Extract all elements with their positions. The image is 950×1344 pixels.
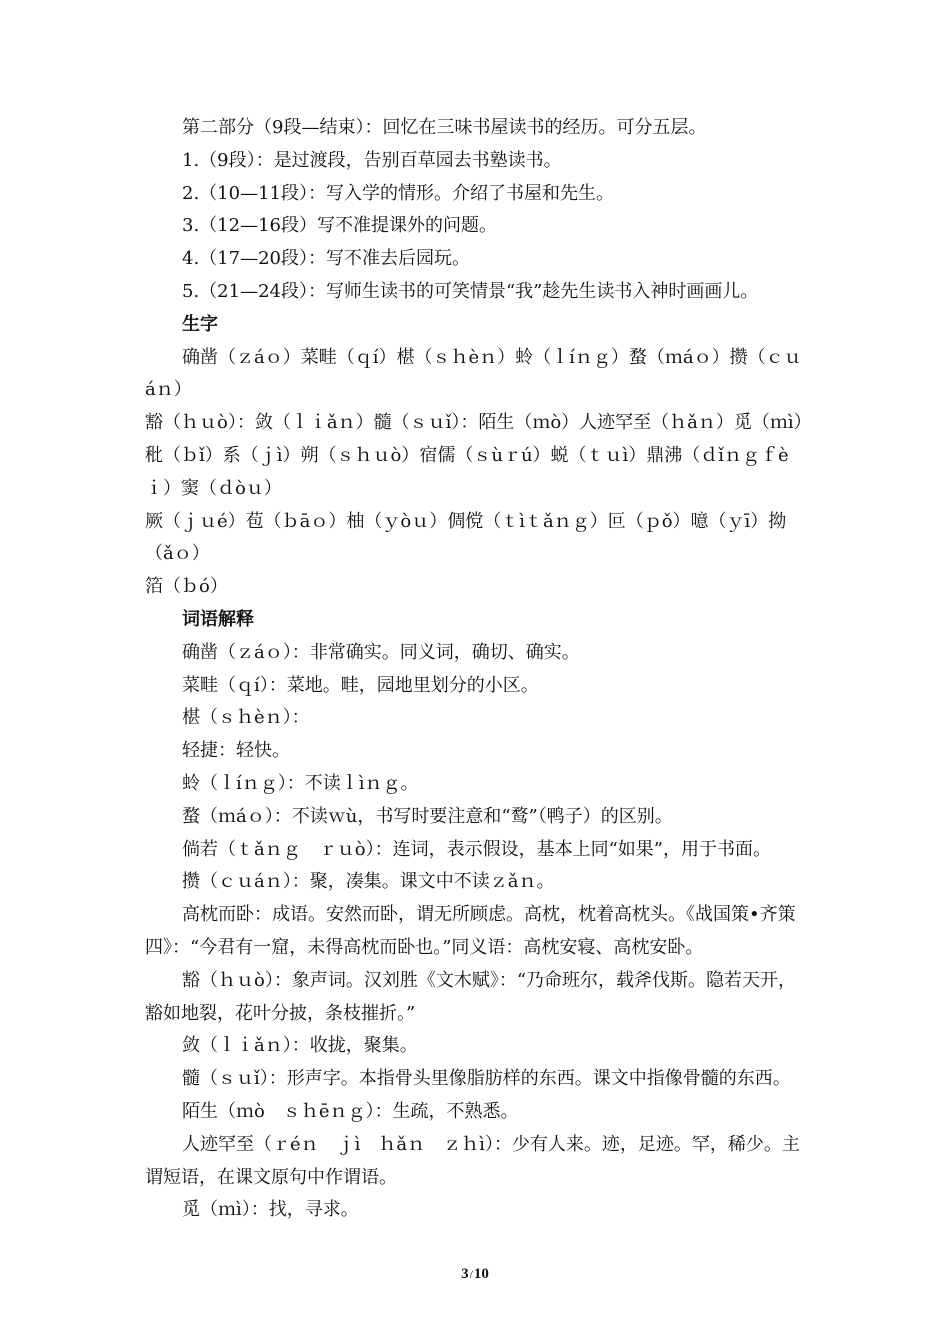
document-body <box>145 112 807 1227</box>
term-entry: 敛（ｌｉǎｎ）：收拢，聚集。 <box>182 1035 418 1057</box>
term-entry: 攒（ｃｕáｎ）：聚，凑集。课文中不读ｚǎｎ。 <box>182 871 555 893</box>
term-entry: 椹（ｓｈèｎ）： <box>182 707 310 729</box>
term-entry: 菜畦（ｑí）：菜地。畦，园地里划分的小区。 <box>182 674 539 696</box>
term-entry: 觅（ｍì）：找，寻求。 <box>182 1199 359 1221</box>
term-entry: 陌生（ｍò ｓｈēｎｇ）：生疏，不熟悉。 <box>182 1100 519 1122</box>
page-number <box>0 1266 950 1283</box>
structure-line: 1.（9段）：是过渡段，告别百草园去书塾读书。 <box>182 149 562 171</box>
vocab-heading: 生字 <box>182 313 218 335</box>
vocab-line: 豁（ｈｕò）：敛（ｌｉǎｎ）髓（ｓｕǐ）：陌生（ｍò）人迹罕至（ｈǎｎ）觅（ｍì）秕（ｂǐ）系（ｊì）朔（ｓｈｕò）宿儒（ｓùｒú）蜕（ｔｕì）鼎沸（ｄǐｎｇｆèｉ）窦（ｄòｕ） <box>145 412 803 499</box>
term-entry: 髓（ｓｕǐ）：形声字。本指骨头里像脂肪样的东西。课文中指像骨髓的东西。 <box>182 1068 791 1090</box>
vocab-line: 确凿（ｚáｏ）菜畦（ｑí）椹（ｓｈèｎ）蛉（ｌíｎｇ）蝥（ｍáｏ）攒（ｃｕáｎ） <box>145 346 802 401</box>
structure-line: 3.（12—16段）写不准提课外的问题。 <box>182 215 497 237</box>
page-total: 10 <box>473 1266 489 1282</box>
page-current: 3 <box>461 1266 469 1282</box>
page-separator: / <box>469 1267 473 1281</box>
term-entry: 确凿（ｚáｏ）：非常确实。同义词，确切、确实。 <box>182 641 580 663</box>
structure-line: 5.（21—24段）：写师生读书的可笑情景“我”趁先生读书入神时画画儿。 <box>182 280 759 302</box>
structure-line: 4.（17—20段）：写不准去后园玩。 <box>182 248 470 270</box>
term-entry: 蛉（ｌíｎｇ）：不读ｌìｎｇ。 <box>182 772 419 794</box>
vocab-line: 箔（ｂó） <box>145 576 228 598</box>
terms-heading: 词语解释 <box>182 608 254 630</box>
term-entry: 轻捷：轻快。 <box>182 740 290 762</box>
structure-line: 第二部分（9段—结束）：回忆在三味书屋读书的经历。可分五层。 <box>182 117 707 138</box>
vocab-line: 厥（ｊｕé）苞（ｂāｏ）柚（ｙòｕ）倜傥（ｔìｔǎｎｇ）叵（ｐǒ）噫（ｙī）拗（ǎｏ） <box>145 510 787 565</box>
structure-line: 2.（10—11段）：写入学的情形。介绍了书屋和先生。 <box>182 182 614 204</box>
term-entry: 蝥（ｍáｏ）：不读ｗù，书写时要注意和“鹜”（鸭子）的区别。 <box>182 805 673 827</box>
term-entry: 人迹罕至（ｒéｎ ｊì ｈǎｎ ｚｈì）：少有人来。迹，足迹。罕，稀少。主谓短语，在课文原句中作谓语。 <box>145 1133 800 1188</box>
term-entry: 高枕而卧：成语。安然而卧，谓无所顾虑。高枕，枕着高枕头。《战国策•齐策四》：“今君有一窟，未得高枕而卧也。”同义语：高枕安寝、高枕安卧。 <box>145 904 796 958</box>
term-entry: 倘若（ｔǎｎｇ ｒｕò）：连词，表示假设，基本上同“如果”，用于书面。 <box>182 838 771 860</box>
term-entry: 豁（ｈｕò）：象声词。汉刘胜《文木赋》：“乃命班尔，载斧伐斯。隐若天开，豁如地裂，花叶分披，条枝摧折。” <box>145 969 797 1024</box>
